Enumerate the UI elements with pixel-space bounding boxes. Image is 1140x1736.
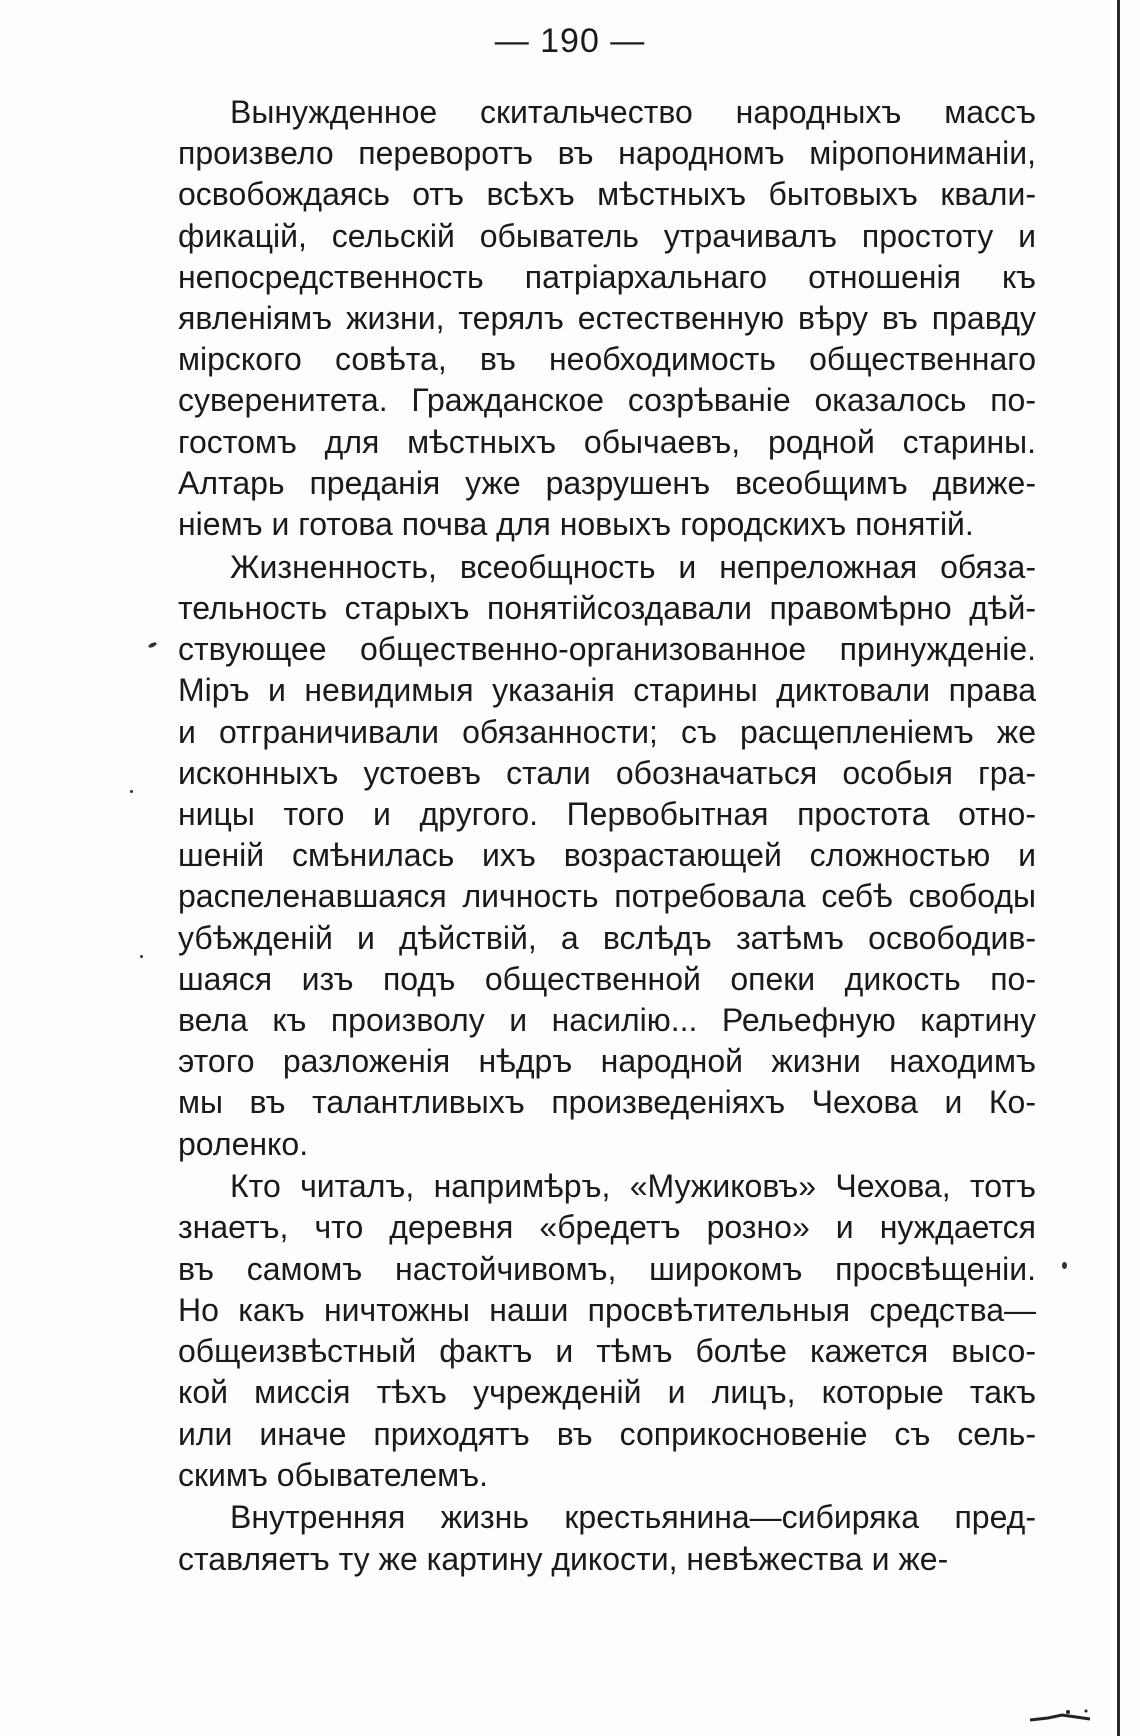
- text-line: вела къ произволу и насилію... Рельефную картину: [178, 1001, 1036, 1038]
- text-line: этого разложенія нѣдръ народной жизни находимъ: [178, 1043, 1036, 1080]
- text-line: явленіямъ жизни, терялъ естественную вѣру въ правду: [178, 300, 1036, 337]
- scan-artifact-mark: [1028, 1706, 1098, 1726]
- text-line: въ самомъ настойчивомъ, широкомъ просвѣщеніи.: [178, 1250, 1036, 1287]
- text-line: Кто читалъ, напримѣръ, «Мужиковъ» Чехова, тотъ: [230, 1168, 1036, 1205]
- text-line: тельность старыхъ понятійсоздавали правомѣрно дѣй-: [178, 589, 1036, 626]
- text-line: скимъ обывателемъ.: [178, 1456, 489, 1493]
- scan-speck: [130, 790, 133, 793]
- text-line: и отграничивали обязанности; съ расщепленіемъ же: [178, 713, 1036, 750]
- page-edge-border: [1117, 0, 1120, 1736]
- text-line: произвело переворотъ въ народномъ міропониманіи,: [178, 135, 1036, 172]
- scan-speck: [148, 641, 158, 648]
- text-line: общеизвѣстный фактъ и тѣмъ болѣе кажется высо-: [178, 1333, 1036, 1370]
- text-line: шеній смѣнилась ихъ возрастающей сложностью и: [178, 837, 1036, 874]
- text-line: Но какъ ничтожны наши просвѣтительныя средства—: [178, 1291, 1036, 1328]
- paragraph: [178, 1166, 1036, 1496]
- paragraph: [178, 1497, 1036, 1579]
- text-line: или иначе приходятъ въ соприкосновеніе съ сель-: [178, 1415, 1036, 1452]
- text-line: ствующее общественно-организованное принужденіе.: [178, 631, 1036, 668]
- text-line: суверенитета. Гражданское созрѣваніе оказалось по-: [178, 382, 1036, 419]
- text-line: Алтарь преданія уже разрушенъ всеобщимъ движе-: [178, 464, 1036, 501]
- text-line: освобождаясь отъ всѣхъ мѣстныхъ бытовыхъ квали-: [178, 176, 1036, 213]
- text-line: кой миссія тѣхъ учрежденій и лицъ, которые такъ: [178, 1374, 1036, 1411]
- paragraph: [178, 547, 1036, 1165]
- text-line: Жизненность, всеобщность и непреложная обяза-: [230, 548, 1036, 585]
- scan-speck: [1062, 1262, 1067, 1269]
- text-line: ставляетъ ту же картину дикости, невѣжества и же-: [178, 1540, 949, 1577]
- text-line: мірского совѣта, въ необходимость общественнаго: [178, 341, 1036, 378]
- text-line: гостомъ для мѣстныхъ обычаевъ, родной старины.: [178, 423, 1036, 460]
- text-line: Міръ и невидимыя указанія старины диктовали права: [178, 672, 1036, 709]
- text-line: роленко.: [178, 1125, 309, 1162]
- text-line: фикацій, сельскій обыватель утрачивалъ простоту и: [178, 217, 1036, 254]
- scan-speck: [140, 955, 143, 958]
- text-line: непосредственность патріархальнаго отношенія къ: [178, 258, 1036, 295]
- text-line: ніемъ и готова почва для новыхъ городскихъ понятій.: [178, 506, 974, 543]
- body-text: [178, 92, 1036, 1581]
- text-line: распеленавшаяся личность потребовала себѣ свободы: [178, 878, 1036, 915]
- text-line: шаяся изъ подъ общественной опеки дикость по-: [178, 960, 1036, 997]
- text-line: ницы того и другого. Первобытная простота отно-: [178, 795, 1036, 832]
- paragraph: [178, 92, 1036, 545]
- page-number: — 190 —: [494, 22, 646, 60]
- text-line: исконныхъ устоевъ стали обозначаться особыя гра-: [178, 754, 1036, 791]
- text-line: Внутренняя жизнь крестьянина—сибиряка пред-: [230, 1499, 1036, 1536]
- text-line: Вынужденное скитальчество народныхъ массъ: [230, 94, 1036, 130]
- text-line: убѣжденій и дѣйствій, а вслѣдъ затѣмъ освободив-: [178, 919, 1036, 956]
- text-line: мы въ талантливыхъ произведеніяхъ Чехова и Ко-: [178, 1084, 1036, 1121]
- text-line: знаетъ, что деревня «бредетъ розно» и нуждается: [178, 1209, 1036, 1246]
